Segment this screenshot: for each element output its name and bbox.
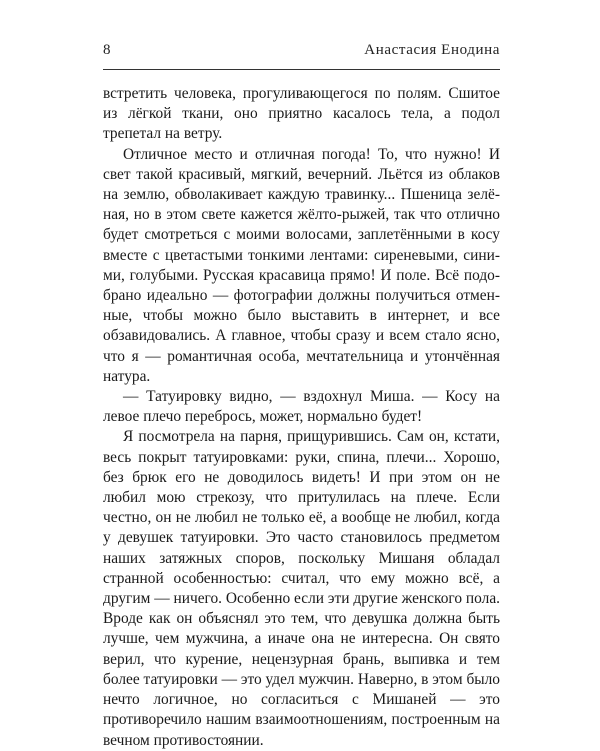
paragraph-dialogue: — Татуировку видно, — вздохнул Миша. — Косу на левое плечо перебрось, может, нормально будет!	[103, 388, 500, 426]
author-name: Анастасия Енодина	[364, 42, 500, 58]
page-number: 8	[103, 42, 112, 58]
paragraph-continuation: встретить человека, прогуливающегося по полям. Сшитое из лёгкой ткани, оно приятно касалось тела, а подол трепетал на ветру.	[103, 85, 500, 143]
header-rule	[103, 69, 500, 70]
body-text	[103, 84, 500, 751]
running-header	[103, 40, 500, 62]
paragraph: Я посмотрела на парня, прищурившись. Сам он, кстати, весь покрыт татуировками: руки, спина, плечи... Хорошо, без брюк его не доводилось видеть! И при этом он не любил мою стрекозу, что притулилась на плече. Если честно, он не любил не только её, а вообще не любил, когда у девушек татуировки. Это часто становилось предметом наших затяжных споров, поскольку Мишаня обладал странной особенностью: считал, что ему можно всё, а другим — ничего. Особенно если эти другие женского пола. Вроде как он объяснял это тем, что девушка должна быть лучше, чем мужчина, а иначе она не интересна. Он свято верил, что курение, нецензурная брань, выпивка и тем более татуировки — это удел мужчин. Наверно, в этом было нечто логичное, но согласиться с Мишаней — это противоречило нашим взаимоотношениям, построенным на вечном противостоянии.	[103, 428, 500, 749]
paragraph: Отличное место и отличная погода! То, что нужно! И свет такой красивый, мягкий, вечерний. Льётся из облаков на землю, обволакивает каждую травинку... Пшеница зелёная, но в этом свете кажется жёлто-рыжей, так что отлично будет смотреться с моими волосами, заплетёнными в косу вместе с цветастыми тонкими лентами: сиреневыми, синими, голубыми. Русская красавица прямо! И поле. Всё подобрано идеально — фотографии должны получиться отменные, чтобы можно было выставить в интернет, и все обзавидовались. А главное, чтобы сразу и всем стало ясно, что я — романтичная особа, мечтательница и утончённая натура.	[103, 145, 500, 385]
